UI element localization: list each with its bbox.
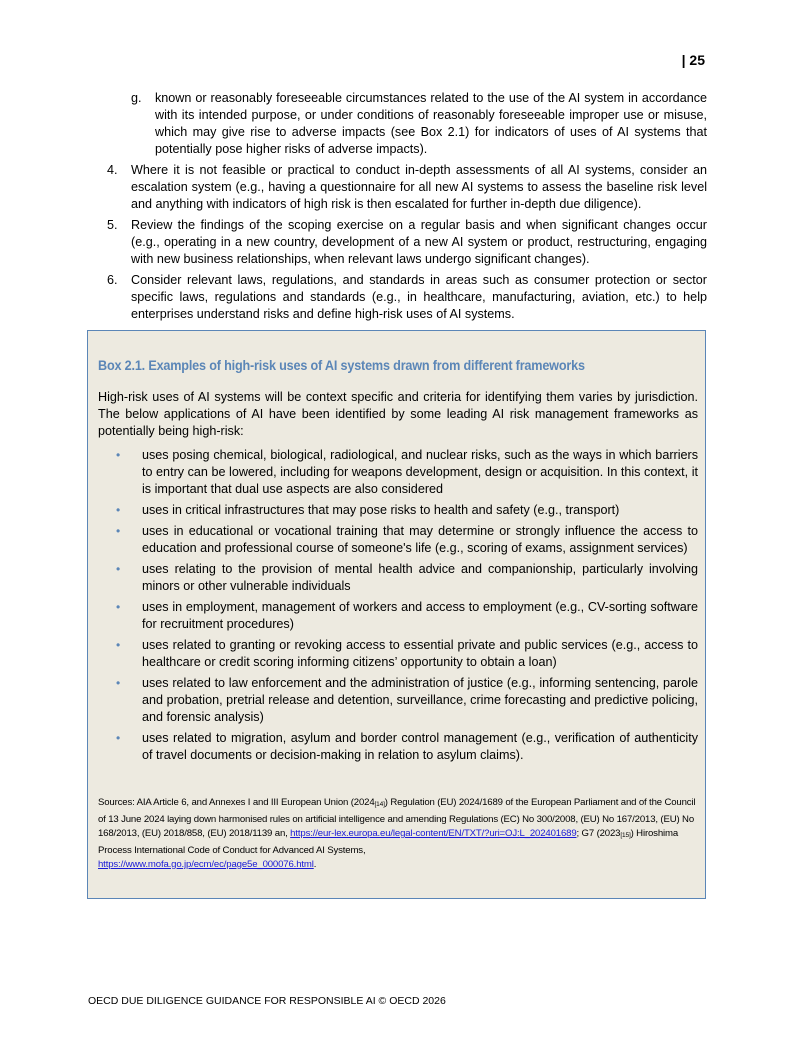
- bullet-item: [116, 637, 698, 671]
- bullet-item: [116, 502, 698, 519]
- box-2-1: [87, 330, 706, 899]
- box-intro: High-risk uses of AI systems will be context specific and criteria for identifying them varies by jurisdiction. The below applications of AI have been identified by some leading AI risk management frameworks as potentially being high-risk:: [98, 390, 698, 438]
- list-marker: 4.: [107, 163, 118, 177]
- bullet-text: uses in educational or vocational training that may determine or strongly influence the access to education and professional course of someone's life (e.g., scoring of exams, assignment services): [142, 524, 698, 555]
- bullet-text: uses in critical infrastructures that may pose risks to health and safety (e.g., transport): [142, 503, 620, 517]
- bullet-item: [116, 599, 698, 633]
- list-text: known or reasonably foreseeable circumstances related to the use of the AI system in accordance with its intended purpose, or under conditions of reasonably foreseeable improper use or misuse, which may give rise to adverse impacts (see Box 2.1) for indicators of uses of AI systems that potentially pose higher risks of adverse impacts).: [155, 91, 707, 156]
- bullet-text: uses related to law enforcement and the administration of justice (e.g., informing sentencing, parole and probation, pretrial release and detention, surveillance, crime forecasting and predictive policing, and forensic analysis): [142, 676, 698, 724]
- list-text: Review the findings of the scoping exercise on a regular basis and when significant changes occur (e.g., operating in a new country, development of a new AI system or product, restructuring, engaging with new business relationships, when relevant laws undergo significant changes).: [131, 218, 707, 266]
- sources-text: Sources: AIA Article 6, and Annexes I and III European Union (2024: [98, 797, 375, 808]
- bullet-icon: •: [116, 448, 121, 462]
- sources-text: .: [313, 859, 317, 870]
- list-text: Consider relevant laws, regulations, and standards in areas such as consumer protection or sector specific laws, regulations and standards (e.g., in healthcare, manufacturing, aviation, etc.) to help enterprises understand risks and define high-risk uses of AI systems.: [131, 273, 707, 321]
- list-item-g: [131, 90, 707, 158]
- list-item-6: [107, 272, 707, 323]
- bullet-icon: •: [116, 524, 121, 538]
- bullet-icon: •: [116, 638, 121, 652]
- reference-marker: [15]: [620, 832, 631, 839]
- bullet-text: uses relating to the provision of mental health advice and companionship, particularly involving minors or other vulnerable individuals: [142, 562, 698, 593]
- bullet-text: uses posing chemical, biological, radiological, and nuclear risks, such as the ways in which barriers to entry can be lowered, including for weapons development, design or acquisition. In this context, it is important that dual use aspects are also considered: [142, 448, 698, 496]
- bullet-icon: •: [116, 503, 121, 517]
- list-item-4: [107, 162, 707, 213]
- list-marker: g.: [131, 91, 142, 105]
- list-marker: 5.: [107, 218, 118, 232]
- list-item-5: [107, 217, 707, 268]
- page-footer: OECD DUE DILIGENCE GUIDANCE FOR RESPONSIBLE AI © OECD 2026: [88, 995, 446, 1007]
- box-title: Box 2.1. Examples of high-risk uses of AI systems drawn from different frameworks: [98, 358, 585, 373]
- sources-text: ) Hiroshima Process International Code of Conduct for Advanced AI Systems,: [98, 828, 679, 856]
- page-number: | 25: [681, 52, 705, 68]
- bullet-item: [116, 447, 698, 498]
- box-sources: [98, 796, 703, 873]
- bullet-text: uses in employment, management of workers and access to employment (e.g., CV-sorting software for recruitment procedures): [142, 600, 698, 631]
- eur-lex-link[interactable]: https://eur-lex.europa.eu/legal-content/EN/TXT/?uri=OJ:L_202401689: [290, 828, 577, 839]
- main-list: [107, 90, 707, 327]
- mofa-link[interactable]: https://www.mofa.go.jp/ecm/ec/page5e_000076.html: [98, 859, 314, 870]
- bullet-item: [116, 675, 698, 726]
- bullet-text: uses related to granting or revoking access to essential private and public services (e.g., access to healthcare or credit scoring informing citizens’ opportunity to obtain a loan): [142, 638, 698, 669]
- reference-marker: [14]: [374, 801, 385, 808]
- bullet-item: [116, 523, 698, 557]
- bullet-text: uses related to migration, asylum and border control management (e.g., verification of authenticity of travel documents or decision-making in relation to asylum claims).: [142, 731, 698, 762]
- bullet-icon: •: [116, 562, 121, 576]
- bullet-icon: •: [116, 731, 121, 745]
- sources-text: ; G7 (2023: [576, 828, 621, 839]
- sources-text: ) Regulation (EU) 2024/1689 of the European Parliament and of the Council of 13 June 2024 laying down harmonised rules on artificial intelligence and amending Regulations (EC) No 300/2008, (EU) No 167/2013, (EU) No 168/2013, (EU) 2018/858, (EU) 2018/1139 an,: [98, 797, 696, 839]
- bullet-item: [116, 561, 698, 595]
- bullet-icon: •: [116, 676, 121, 690]
- bullet-item: [116, 730, 698, 764]
- list-text: Where it is not feasible or practical to conduct in-depth assessments of all AI systems, consider an escalation system (e.g., having a questionnaire for all new AI systems to assess the baseline risk level and anything with indicators of high risk is then escalated for further in-depth due diligence).: [131, 163, 707, 211]
- list-marker: 6.: [107, 273, 118, 287]
- box-bullet-list: [116, 447, 698, 768]
- bullet-icon: •: [116, 600, 121, 614]
